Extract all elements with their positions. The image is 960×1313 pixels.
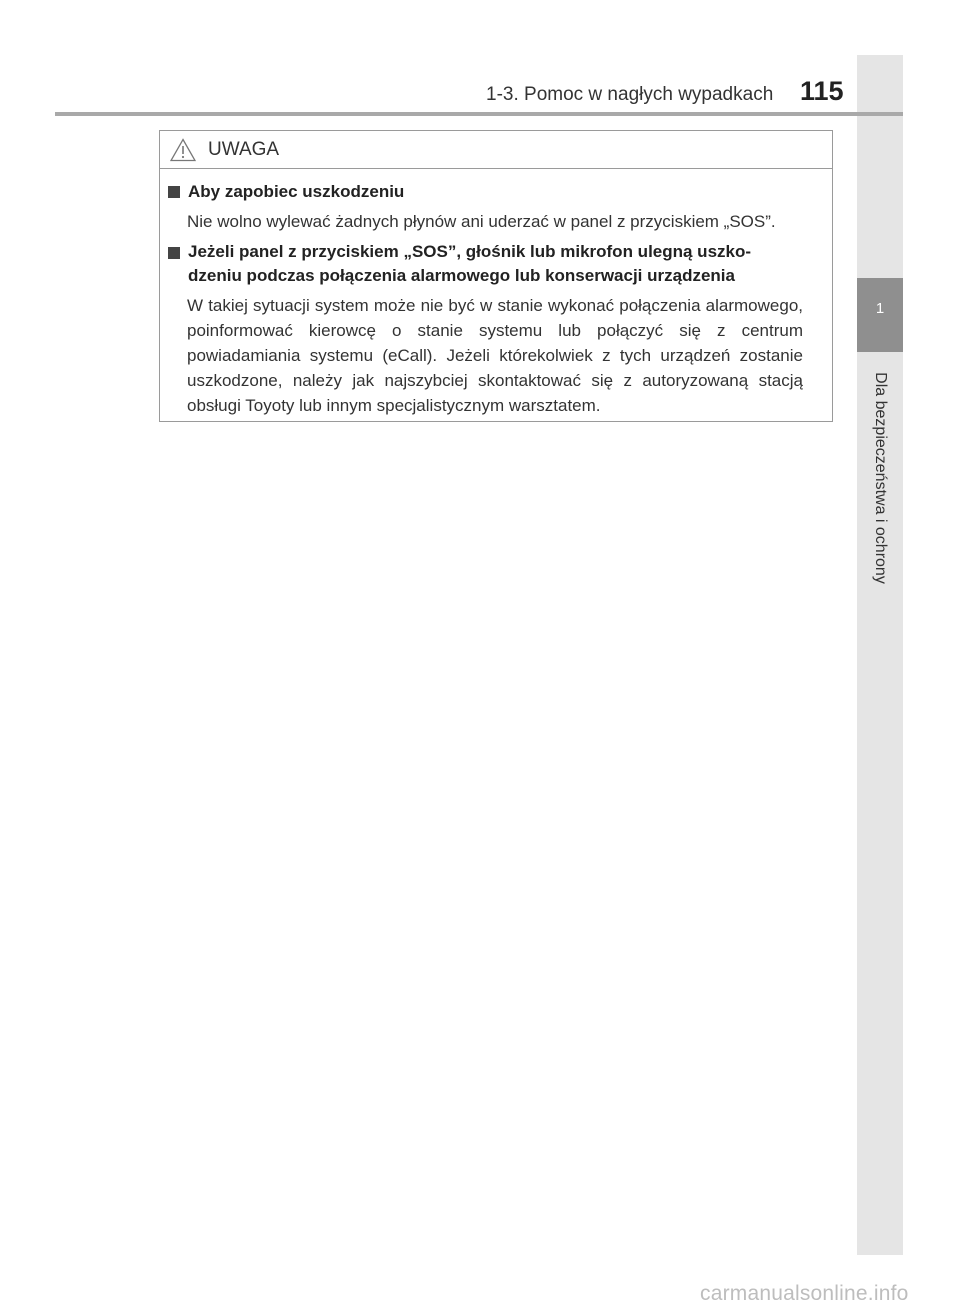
item-heading: Aby zapobiec uszkodzeniu [188, 182, 405, 201]
item-heading-line-1: Jeżeli panel z przyciskiem „SOS”, głośnik lub mikrofon ulegną uszko- [188, 242, 752, 261]
watermark: carmanualsonline.info [700, 1282, 909, 1305]
item-heading-line-2: dzeniu podczas połączenia alarmowego lub konserwacji urządzenia [188, 266, 735, 285]
warning-header [160, 131, 832, 169]
warning-triangle-icon [170, 138, 196, 162]
page-number: 115 [800, 76, 844, 106]
chapter-title: Dla bezpieczeństwa i ochrony [872, 372, 889, 584]
side-tab [857, 55, 903, 1255]
section-title: 1-3. Pomoc w nagłych wypadkach [486, 84, 774, 105]
chapter-number: 1 [875, 300, 885, 317]
warning-title: UWAGA [208, 139, 280, 160]
bullet-square-icon [168, 247, 180, 259]
header-divider [55, 112, 903, 116]
warning-box [159, 130, 833, 422]
item-body: W takiej sytuacji system może nie być w stanie wykonać połączenia alarmowego, poinformować kierowcę o stanie systemu lub połączyć się z centrum powiadamiania systemu (eCall). Jeżeli którekolwiek z tych urządzeń zostanie uszkodzone, należy jak najszybciej skontaktować się z autoryzowaną stacją obsługi Toyoty lub innym specjalistycznym warsztatem. [187, 296, 803, 415]
item-body: Nie wolno wylewać żadnych płynów ani uderzać w panel z przyciskiem „SOS”. [187, 212, 776, 231]
bullet-square-icon [168, 186, 180, 198]
